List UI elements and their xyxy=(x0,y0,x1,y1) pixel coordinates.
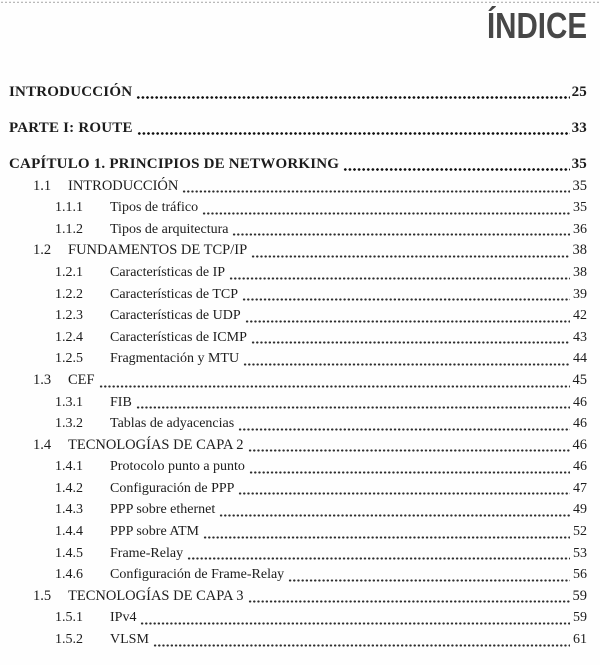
toc-entry-label: CEF xyxy=(68,371,95,388)
toc-entry xyxy=(9,240,587,262)
toc-entry-page: 39 xyxy=(573,286,587,302)
toc-entry-number: 1.4.5 xyxy=(55,545,83,561)
toc-entry-label: Características de UDP xyxy=(110,308,241,324)
dot-leader xyxy=(242,297,570,302)
toc-entry-page: 35 xyxy=(573,200,587,216)
toc-entry-number: 1.3.1 xyxy=(55,394,83,410)
toc-entry xyxy=(9,564,587,586)
toc-entry xyxy=(9,348,587,370)
toc-entry-number: 1.2.4 xyxy=(55,329,83,345)
toc-entry-label: FUNDAMENTOS DE TCP/IP xyxy=(68,242,248,259)
toc-entry xyxy=(9,521,587,543)
toc-entry-page: 42 xyxy=(573,308,587,324)
toc-entry-number: 1.5 xyxy=(33,587,52,604)
toc-entry-page: 59 xyxy=(572,587,587,604)
toc-entry-page: 38 xyxy=(572,242,587,259)
toc-entry-page: 56 xyxy=(573,567,587,583)
toc-entry-number: 1.2.1 xyxy=(55,264,83,280)
toc-entry xyxy=(9,543,587,565)
toc-entry xyxy=(9,305,587,327)
toc-entry-label: INTRODUCCIÓN xyxy=(68,177,179,194)
toc-entry-label: Características de IP xyxy=(110,264,226,280)
toc-entry-label: CAPÍTULO 1. PRINCIPIOS DE NETWORKING xyxy=(9,155,340,172)
top-dotted-rule xyxy=(0,0,600,3)
dot-leader xyxy=(238,427,570,432)
dot-leader xyxy=(243,362,570,367)
toc-entry-page: 44 xyxy=(573,351,587,367)
toc-entry-label: IPv4 xyxy=(110,610,137,626)
dot-leader xyxy=(203,535,570,540)
toc-entry-page: 46 xyxy=(573,416,587,432)
toc-entry xyxy=(9,82,587,104)
toc-entry xyxy=(9,176,587,198)
toc-entry-label: PPP sobre ethernet xyxy=(110,502,216,518)
dot-leader xyxy=(251,340,570,345)
dot-leader xyxy=(245,319,570,324)
toc-entry-label: Tipos de arquitectura xyxy=(110,221,229,237)
toc-entry-label: TECNOLOGÍAS DE CAPA 3 xyxy=(68,587,244,604)
toc-entry-number: 1.4.6 xyxy=(55,567,83,583)
toc-entry-page: 52 xyxy=(573,524,587,540)
toc-entry xyxy=(9,586,587,608)
dot-leader xyxy=(140,621,570,626)
dot-leader xyxy=(288,578,570,583)
toc-entry xyxy=(9,118,587,140)
toc-entry-number: 1.4.2 xyxy=(55,480,83,496)
dot-leader xyxy=(182,189,570,194)
dot-leader xyxy=(187,556,570,561)
toc-entry-number: 1.3 xyxy=(33,371,52,388)
toc-entry-label: PARTE I: ROUTE xyxy=(9,119,133,136)
toc-entry xyxy=(9,413,587,435)
toc-entry xyxy=(9,435,587,457)
dot-leader xyxy=(153,643,570,648)
toc-entry xyxy=(9,392,587,414)
dot-leader xyxy=(343,167,570,172)
toc-entry-number: 1.2.3 xyxy=(55,308,83,324)
toc-entry-label: FIB xyxy=(110,394,132,410)
toc-entry-number: 1.4.3 xyxy=(55,502,83,518)
toc-entry-label: Protocolo punto a punto xyxy=(110,459,245,475)
toc-entry xyxy=(9,607,587,629)
toc-entry-page: 45 xyxy=(572,371,587,388)
dot-leader xyxy=(251,254,570,259)
toc-entry-page: 46 xyxy=(573,394,587,410)
toc-entry-label: Características de TCP xyxy=(110,286,239,302)
toc-entry-label: Tablas de adyacencias xyxy=(110,416,235,432)
toc-entry-number: 1.5.1 xyxy=(55,610,83,626)
toc-entry-number: 1.2.2 xyxy=(55,286,83,302)
toc-entry-page: 36 xyxy=(573,221,587,237)
toc-entry xyxy=(9,197,587,219)
toc-entry-number: 1.3.2 xyxy=(55,416,83,432)
page-title-text: ÍNDICE xyxy=(486,5,587,46)
toc-entry-page: 35 xyxy=(571,155,587,172)
toc-entry-label: Configuración de PPP xyxy=(110,480,235,496)
dot-leader xyxy=(99,384,570,389)
dot-leader xyxy=(232,232,570,237)
toc-entry xyxy=(9,262,587,284)
toc-entry xyxy=(9,478,587,500)
toc-entry-number: 1.4.4 xyxy=(55,524,83,540)
toc-entry-number: 1.1.1 xyxy=(55,200,83,216)
toc-entry-number: 1.5.2 xyxy=(55,632,83,648)
toc-entry-label: Fragmentación y MTU xyxy=(110,351,240,367)
dot-leader xyxy=(136,405,570,410)
toc-entry-number: 1.2 xyxy=(33,242,52,259)
dot-leader xyxy=(136,95,570,100)
dot-leader xyxy=(219,513,570,518)
toc-entry xyxy=(9,499,587,521)
toc-entry-label: Características de ICMP xyxy=(110,329,247,345)
toc-entry-page: 49 xyxy=(573,502,587,518)
dot-leader xyxy=(202,211,570,216)
toc-entry-page: 46 xyxy=(572,436,587,453)
toc-entry-page: 46 xyxy=(573,459,587,475)
toc-entry-label: Frame-Relay xyxy=(110,545,184,561)
toc-entry xyxy=(9,219,587,241)
dot-leader xyxy=(238,491,570,496)
dot-leader xyxy=(249,470,570,475)
toc-entry xyxy=(9,629,587,651)
toc-entry-page: 61 xyxy=(573,632,587,648)
toc-entry-label: INTRODUCCIÓN xyxy=(9,84,133,100)
toc-entry-number: 1.1 xyxy=(33,177,52,194)
toc-entry xyxy=(9,154,587,176)
toc-entry xyxy=(9,370,587,392)
toc-list xyxy=(0,82,600,651)
toc-entry-page: 47 xyxy=(573,480,587,496)
toc-entry-page: 38 xyxy=(573,264,587,280)
toc-entry-page: 33 xyxy=(571,119,587,136)
dot-leader xyxy=(248,448,571,453)
toc-entry xyxy=(9,327,587,349)
toc-entry-label: VLSM xyxy=(110,632,149,648)
dot-leader xyxy=(137,131,570,136)
dot-leader xyxy=(248,599,571,604)
toc-entry-label: TECNOLOGÍAS DE CAPA 2 xyxy=(68,436,244,453)
toc-entry-label: Configuración de Frame-Relay xyxy=(110,567,285,583)
toc-entry-number: 1.4 xyxy=(33,436,52,453)
toc-entry-number: 1.2.5 xyxy=(55,351,83,367)
toc-entry-label: Tipos de tráfico xyxy=(110,200,199,216)
dot-leader xyxy=(229,276,570,281)
toc-entry-page: 35 xyxy=(572,177,587,194)
toc-entry-page: 59 xyxy=(573,610,587,626)
toc-entry xyxy=(9,456,587,478)
toc-entry-number: 1.4.1 xyxy=(55,459,83,475)
toc-entry-page: 25 xyxy=(571,84,587,100)
toc-entry xyxy=(9,284,587,306)
toc-entry-number: 1.1.2 xyxy=(55,221,83,237)
toc-entry-label: PPP sobre ATM xyxy=(110,524,199,540)
toc-entry-page: 53 xyxy=(573,545,587,561)
toc-entry-page: 43 xyxy=(573,329,587,345)
page-title xyxy=(0,5,587,46)
